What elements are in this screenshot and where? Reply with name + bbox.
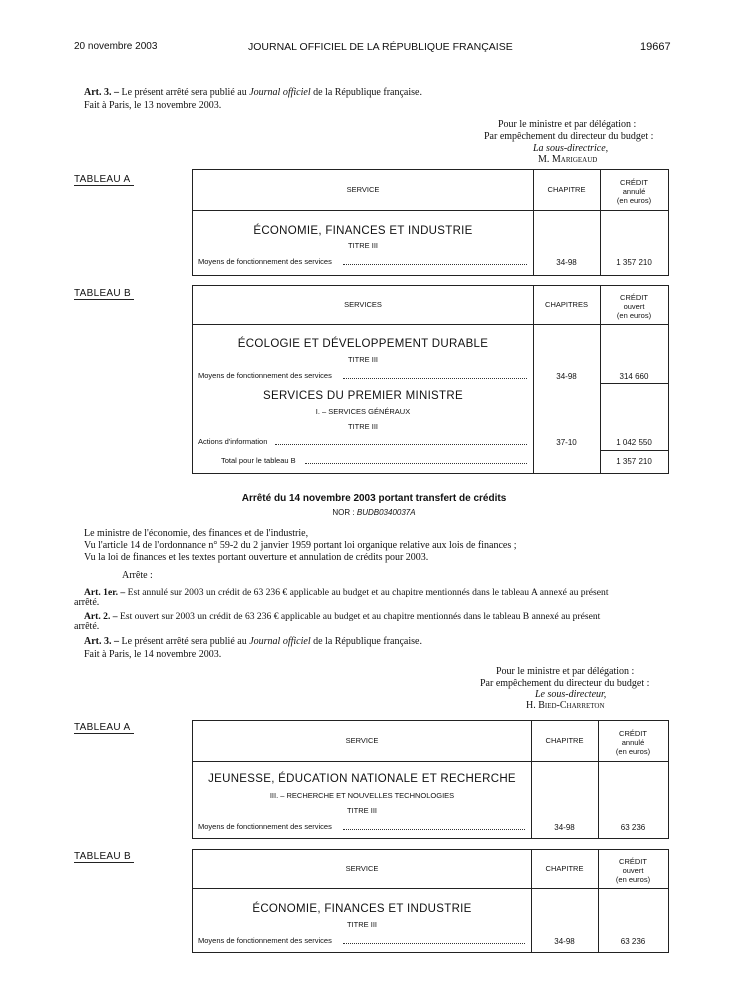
- arrete2-art2-text: Est ouvert sur 2003 un crédit de 63 236 € applicable au budget et au chapitre mentionnés dans le tableau B annexé au présent: [119, 611, 601, 622]
- table1b-row1-credit: 314 660: [619, 372, 649, 381]
- arrete2-art3-text: Le présent arrêté sera publié au: [121, 636, 247, 647]
- table2b-row-credit: 63 236: [620, 937, 646, 946]
- arrete2-title: Arrêté du 14 novembre 2003 portant transfert de crédits: [241, 493, 507, 504]
- table1b-row1-chapitre: 34-98: [556, 372, 577, 381]
- table2a-row-credit: 63 236: [620, 823, 646, 832]
- arrete1-signature-line2: Par empêchement du directeur du budget :: [484, 131, 654, 142]
- table1b-total-credit: 1 357 210: [616, 457, 652, 466]
- table1b-col-services: SERVICES: [344, 300, 382, 309]
- table2a-sub: III. – RECHERCHE ET NOUVELLES TECHNOLOGIES: [269, 791, 455, 800]
- table2b: [192, 849, 669, 953]
- arrete2-fait: Fait à Paris, le 14 novembre 2003.: [84, 649, 222, 660]
- table1b-label-rule: [74, 299, 134, 300]
- table1b-label: TABLEAU B: [74, 288, 131, 299]
- arrete1-fait: Fait à Paris, le 13 novembre 2003.: [84, 100, 222, 111]
- table1a-row-credit: 1 357 210: [616, 258, 652, 267]
- table2b-titre: TITRE III: [347, 920, 377, 929]
- table1a-col-chapitre: CHAPITRE: [547, 185, 586, 194]
- arrete2-art3-journal: Journal officiel: [249, 636, 311, 647]
- table1b-col-credit: CRÉDIT ouvert (en euros): [616, 293, 652, 320]
- table1b-total-label: Total pour le tableau B: [221, 456, 296, 465]
- table1b-section2-title: SERVICES DU PREMIER MINISTRE: [263, 390, 463, 402]
- arrete2-art2-num: Art. 2. –: [84, 611, 118, 622]
- arrete2-arrete: Arrête :: [122, 570, 153, 581]
- table1b-row2-label: Actions d'information: [198, 437, 268, 446]
- table2a-titre: TITRE III: [347, 806, 377, 815]
- table1a: [192, 169, 669, 276]
- arrete2-nor: [0, 508, 748, 517]
- table2a-col-service: SERVICE: [345, 736, 379, 745]
- table1b-section1-title: ÉCOLOGIE ET DÉVELOPPEMENT DURABLE: [237, 338, 489, 350]
- arrete1-signatory-name: M. Marigeaud: [538, 154, 598, 165]
- table1b-section1-titre: TITRE III: [348, 355, 378, 364]
- arrete2-art1-num: Art. 1er. –: [84, 587, 126, 598]
- arrete2-article3: [84, 636, 422, 648]
- table2b-label-rule: [74, 862, 134, 863]
- arrete2-nor-label: NOR :: [332, 508, 355, 517]
- table1b: [192, 285, 669, 474]
- header-date: 20 novembre 2003: [74, 41, 158, 52]
- arrete1-art3-end: de la République française.: [313, 87, 422, 98]
- table2a-section-title: JEUNESSE, ÉDUCATION NATIONALE ET RECHERCHE: [208, 773, 516, 785]
- header-title: JOURNAL OFFICIEL DE LA RÉPUBLIQUE FRANÇAISE: [248, 41, 513, 53]
- table1b-col-chapitres: CHAPITRES: [545, 300, 588, 309]
- table2b-section-title: ÉCONOMIE, FINANCES ET INDUSTRIE: [252, 903, 472, 915]
- arrete2-signatory-name: H. Bied-Charreton: [526, 700, 605, 711]
- table1a-label: TABLEAU A: [74, 174, 131, 185]
- table2b-col-chapitre: CHAPITRE: [545, 864, 584, 873]
- arrete2-art1-end: arrêté.: [74, 597, 100, 608]
- table2a-label: TABLEAU A: [74, 722, 131, 733]
- arrete1-signature-line3: La sous-directrice,: [533, 143, 609, 154]
- arrete2-art2-end: arrêté.: [74, 621, 100, 632]
- arrete1-article3: [84, 87, 422, 99]
- arrete1-art3-journal: Journal officiel: [249, 87, 311, 98]
- table2a-label-rule: [74, 733, 134, 734]
- arrete2-intro-vu1: Vu l'article 14 de l'ordonnance n° 59-2 du 2 janvier 1959 portant loi organique relative aux lois de finances ;: [84, 540, 517, 551]
- table2a-row-chapitre: 34-98: [554, 823, 575, 832]
- table2a-row-label: Moyens de fonctionnement des services: [198, 822, 332, 831]
- table1a-row-chapitre: 34-98: [556, 258, 577, 267]
- arrete2-article2: [84, 611, 600, 623]
- arrete2-article1: [84, 587, 609, 599]
- arrete2-intro-vu2: Vu la loi de finances et les textes portant ouverture et annulation de crédits pour 2003.: [84, 552, 429, 563]
- table1a-section-title: ÉCONOMIE, FINANCES ET INDUSTRIE: [253, 225, 473, 237]
- table2b-col-credit: CRÉDIT ouvert (en euros): [615, 857, 651, 884]
- arrete2-signature-line1: Pour le ministre et par délégation :: [496, 666, 635, 677]
- arrete2-signature-line2: Par empêchement du directeur du budget :: [480, 678, 650, 689]
- table1a-col-credit: CRÉDIT annulé (en euros): [616, 178, 652, 205]
- arrete2-art1-text: Est annulé sur 2003 un crédit de 63 236 € applicable au budget et au chapitre mentionnés dans le tableau A annexé au présent: [127, 587, 609, 598]
- table2b-row-chapitre: 34-98: [554, 937, 575, 946]
- arrete1-signature-line1: Pour le ministre et par délégation :: [498, 119, 637, 130]
- table1b-row2-credit: 1 042 550: [616, 438, 652, 447]
- table2a-col-credit: CRÉDIT annulé (en euros): [615, 729, 651, 756]
- arrete2-signature-line3: Le sous-directeur,: [535, 689, 607, 700]
- arrete1-art3-num: Art. 3. –: [84, 87, 119, 98]
- arrete2-intro-ministre: Le ministre de l'économie, des finances et de l'industrie,: [84, 528, 309, 539]
- arrete1-art3-text: Le présent arrêté sera publié au: [121, 87, 247, 98]
- table2a-col-chapitre: CHAPITRE: [545, 736, 584, 745]
- table1a-label-rule: [74, 185, 134, 186]
- table1b-section2-titre: TITRE III: [348, 422, 378, 431]
- arrete2-nor-value: BUDB0340037A: [356, 508, 416, 517]
- table1a-row-label: Moyens de fonctionnement des services: [198, 257, 332, 266]
- table1b-row2-chapitre: 37-10: [556, 438, 577, 447]
- arrete2-art3-num: Art. 3. –: [84, 636, 119, 647]
- table1a-titre: TITRE III: [348, 241, 378, 250]
- table2a: [192, 720, 669, 839]
- table1a-col-service: SERVICE: [346, 185, 380, 194]
- table1b-section2-sub: I. – SERVICES GÉNÉRAUX: [315, 407, 411, 416]
- table2b-label: TABLEAU B: [74, 851, 131, 862]
- table2b-row-label: Moyens de fonctionnement des services: [198, 936, 332, 945]
- table2b-col-service: SERVICE: [345, 864, 379, 873]
- table1b-row1-label: Moyens de fonctionnement des services: [198, 371, 332, 380]
- header-page-number: 19667: [640, 41, 671, 53]
- arrete2-art3-end: de la République française.: [313, 636, 422, 647]
